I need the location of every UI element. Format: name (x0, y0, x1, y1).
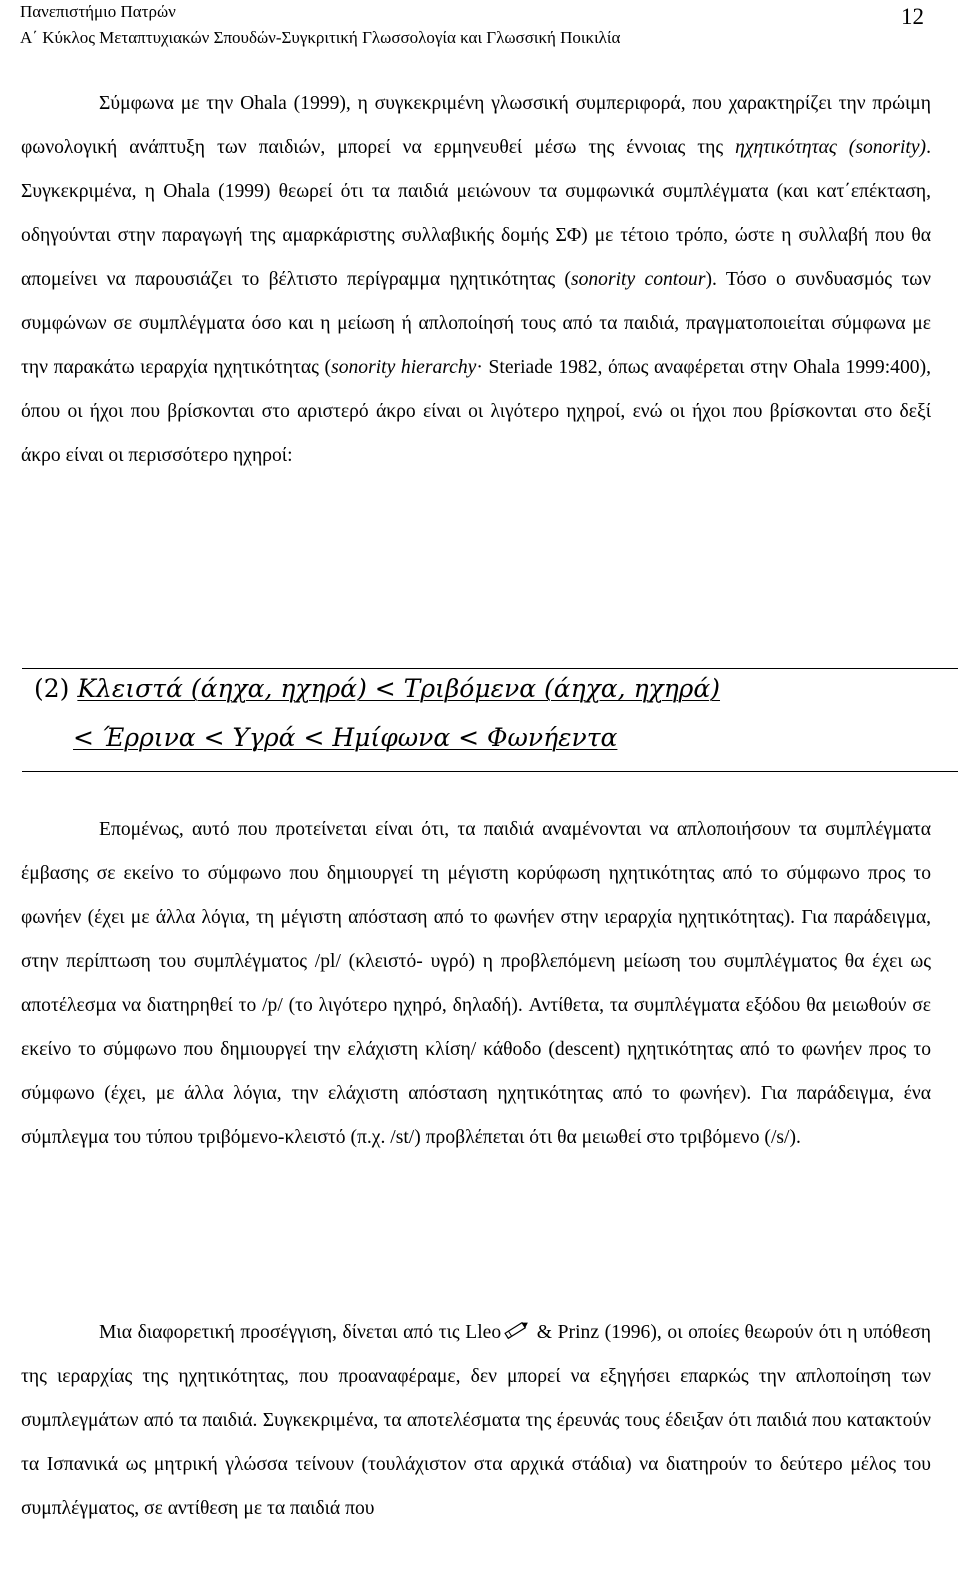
header-program: Α΄ Κύκλος Μεταπτυχιακών Σπουδών-Συγκριτική Γλωσσολογία και Γλωσσική Ποικιλία (20, 28, 621, 47)
example-top-rule (22, 668, 958, 669)
example-bottom-rule (22, 771, 958, 772)
example-line-2 (73, 723, 617, 752)
example-line-1-text: Κλειστά (άηχα, ηχηρά) < Τριβόμενα (άηχα, ηχηρά) (77, 674, 721, 703)
p1-italic-contour: sonority contour (570, 269, 706, 290)
p1-text-1: Σύμφωνα με την Ohala (1999), η συγκεκριμένη γλωσσική συμπεριφορά, που χαρακτηρίζει την πρώιμη φωνολογική ανάπτυξη των παιδιών, μπορεί να ερμηνευθεί μέσω της έννοιας της (21, 93, 931, 158)
example-line-1 (34, 674, 720, 703)
example-number: (2) (34, 674, 70, 703)
paragraph-ohala (21, 82, 931, 478)
p1-italic-hierarchy: sonority hierarchy (331, 357, 477, 378)
p1-text-4: · Steriade 1982, όπως αναφέρεται στην Ohala 1999:400), όπου οι ήχοι που βρίσκονται στο αριστερό άκρο είναι οι λιγότερο ηχηροί, ενώ οι ήχοι που βρίσκονται στο δεξί άκρο είναι οι περισσότερο ηχηροί: (21, 357, 931, 466)
paragraph-consequences: Επομένως, αυτό που προτείνεται είναι ότι, τα παιδιά αναμένονται να απλοποιήσουν τα συμπλέγματα έμβασης σε εκείνο το σύμφωνο που δημιουργεί τη μέγιστη κορύφωση ηχητικότητας από το σύμφωνο προς το φωνήεν (έχει με άλλα λόγια, τη μέγιστη απόσταση από το φωνήεν στην ιεραρχία ηχητικότητας). Για παράδειγμα, στην περίπτωση του συμπλέγματος /pl/ (κλειστό- υγρό) η προβλεπόμενη μείωση του συμπλέγματος θα έχει ως αποτέλεσμα να διατηρηθεί το /p/ (το λιγότερο ηχηρό, δηλαδή). Αντίθετα, τα συμπλέγματα εξόδου θα μειωθούν σε εκείνο το σύμφωνο που δημιουργεί την ελάχιστη κλίση/ κάθοδο (descent) ηχητικότητας από το φωνήεν προς το σύμφωνο (έχει, με άλλα λόγια, την ελάχιστη απόσταση ηχητικότητας από το φωνήεν). Για παράδειγμα, ένα σύμπλεγμα του τύπου τριβόμενο-κλειστό (π.χ. /st/) προβλέπεται ότι θα μειωθεί στο τριβόμενο (/s/). (21, 819, 931, 1148)
header-university: Πανεπιστήμιο Πατρών (20, 2, 176, 21)
pencil-icon (501, 1320, 531, 1340)
p3-text-1: Μια διαφορετική προσέγγιση, δίνεται από τις Lleo (99, 1322, 502, 1343)
example-line-2-text: < Έρρινα < Υγρά < Ημίφωνα < Φωνήεντα (73, 723, 618, 752)
p1-text-2: . Συγκεκριμένα, η Ohala (1999) θεωρεί ότι τα παιδιά μειώνουν τα συμφωνικά συμπλέγματα (και κατ΄επέκταση, οδηγούνται στην παραγωγή της αμαρκάριστης συλλαβικής δομής ΣΦ) με τέτοιο τρόπο, ώστε η συλλαβή που θα απομείνει να παρουσιάζει το βέλτιστο περίγραμμα ηχητικότητας ( (21, 137, 931, 290)
paragraph-lleo-prinz (21, 1311, 931, 1531)
page-number: 12 (901, 4, 924, 29)
p3-text-2: & Prinz (1996), οι οποίες θεωρούν ότι η υπόθεση της ιεραρχίας της ηχητικότητας, που προαναφέραμε, δεν μπορεί να εξηγήσει επαρκώς την απλοποίηση των συμπλεγμάτων από τα παιδιά. Συγκεκριμένα, τα αποτελέσματα της έρευνάς τους έδειξαν ότι παιδιά που κατακτούν τα Ισπανικά ως μητρική γλώσσα τείνουν (τουλάχιστον στα αρχικά στάδια) να διατηρούν το δεύτερο μέλος του συμπλέγματος, σε αντίθεση με τα παιδιά που (21, 1322, 931, 1519)
p1-italic-sonority: ηχητικότητας (sonority) (735, 137, 927, 158)
p1-text-3: ). Τόσο ο συνδυασμός των συμφώνων σε συμπλέγματα όσο και η μείωση ή απλοποίησή τους από τα παιδιά, πραγματοποιείται σύμφωνα με την παρακάτω ιεραρχία ηχητικότητας ( (21, 269, 932, 378)
